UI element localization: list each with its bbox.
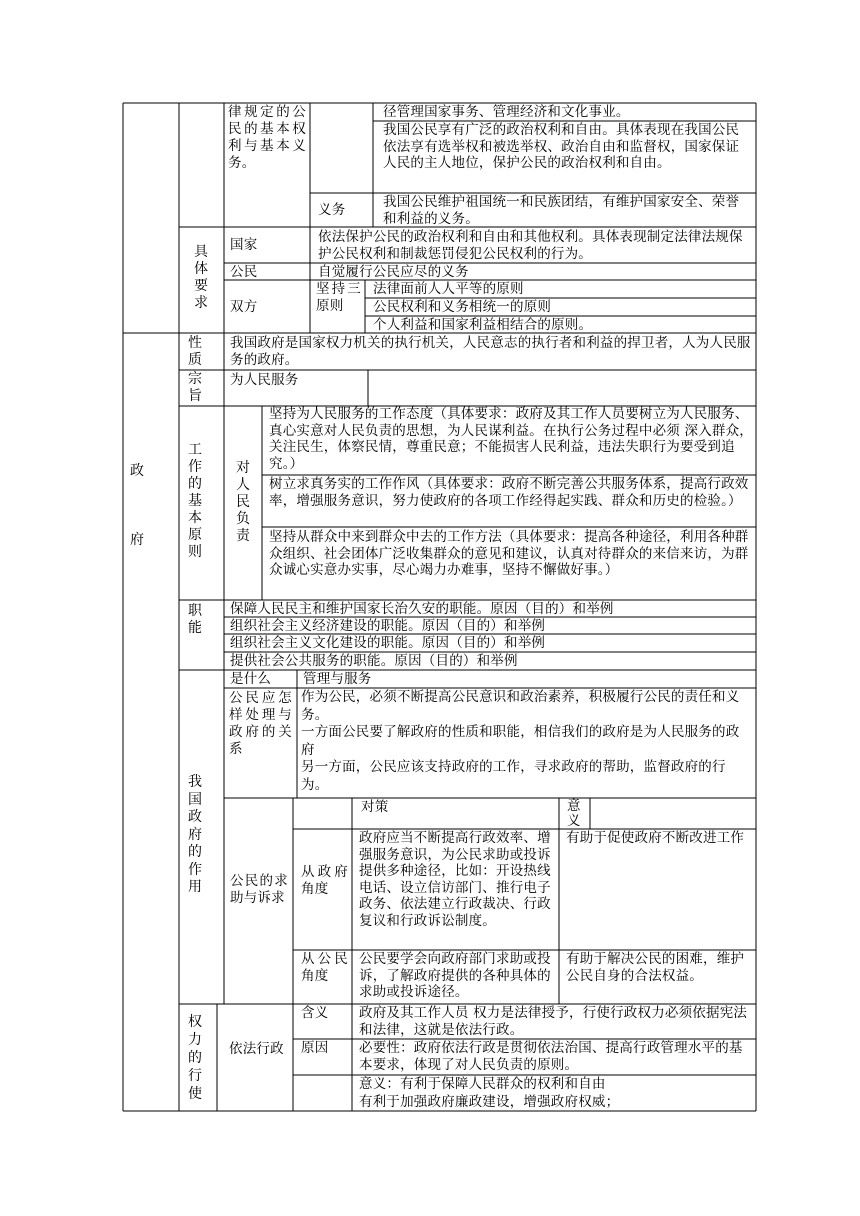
principle-1: 法律面前人人平等的原则 bbox=[373, 281, 524, 297]
significance-1: 意义：有利于保障人民群众的权利和自由 bbox=[359, 1076, 606, 1092]
gov-meaning-text: 有助于促使政府不断改进工作 bbox=[566, 830, 745, 846]
what-text: 管理与服务 bbox=[303, 671, 372, 687]
citizen-text: 自觉履行公民应尽的义务 bbox=[318, 264, 469, 280]
reason-label: 原因 bbox=[301, 1040, 329, 1056]
work-principle-2: 树立求真务实的工作作风（具体要求：政府不断完善公共服务体系，提高行政效率，增强服务意识，努力使政府的各项工作经得起实践、群众和历史的检验。） bbox=[269, 476, 749, 509]
handle-relation-label: 公民应怎样处理与政府的关系 bbox=[229, 690, 292, 757]
principle-2: 公民权利和义务相统一的原则 bbox=[373, 299, 552, 315]
rights-cont-text: 径管理国家事务、管理经济和文化事业。 bbox=[383, 104, 630, 120]
political-rights-text: 我国公民享有广泛的政治权利和自由。具体表现在我国公民依法享有选举权和被选举权、政治自由和监督权，国家保证人民的主人地位，保护公民的政治权利和自由。 bbox=[383, 122, 740, 171]
cit-meaning-text: 有助于解决公民的困难，维护公民自身的合法权益。 bbox=[566, 951, 745, 984]
responsible-label: 对人民负责 bbox=[236, 460, 250, 544]
citizen-angle-label: 从公民角度 bbox=[301, 951, 348, 984]
handle-relation-text: 作为公民，必须不断提高公民意识和政治素养，积极履行公民的责任和义务。 一方面公民要了解政府的性质和职能，相信我们的政府是为人民服务的政府 另一方面，公民应该支持政府的工作，寻求政府的帮助，监督政府的行为。 bbox=[301, 689, 740, 793]
state-label: 国家 bbox=[230, 237, 258, 253]
what-label: 是什么 bbox=[230, 671, 272, 687]
lawful-admin-label: 依法行政 bbox=[229, 1041, 284, 1057]
government-label-1: 政 bbox=[130, 463, 145, 479]
requirements-label: 具体要求 bbox=[194, 244, 208, 311]
power-exercise-label: 权力的行使 bbox=[188, 1014, 202, 1102]
gov-angle-label: 从政府角度 bbox=[301, 864, 348, 897]
purpose-label: 宗旨 bbox=[188, 371, 202, 404]
principles-label: 工作的基本原则 bbox=[188, 442, 202, 560]
duty-label: 义务 bbox=[318, 202, 346, 218]
function-2: 组织社会主义经济建设的职能。原因（目的）和举例 bbox=[230, 618, 546, 634]
col-measure-header: 对策 bbox=[361, 799, 389, 815]
nature-text: 我国政府是国家权力机关的执行机关，人民意志的执行者和利益的捍卫者，人为人民服务的政府。 bbox=[230, 335, 751, 368]
government-label-2: 府 bbox=[130, 532, 145, 548]
definition-label: 含义 bbox=[301, 1005, 329, 1021]
gov-measure-text: 政府应当不断提高行政效率、增强服务意识，为公民求助或投诉提供多种途径，比如：开设热线电话、设立信访部门、推行电子政务、依法建立行政裁决、行政复议和行政诉讼制度。 bbox=[359, 830, 551, 929]
function-1: 保障人民民主和维护国家长治久安的职能。原因（目的）和举例 bbox=[230, 601, 614, 617]
both-label: 双方 bbox=[230, 299, 258, 315]
nature-label: 性质 bbox=[188, 335, 202, 368]
definition-text: 政府及其工作人员 权力是法律授予，行使行政权力必须依据宪法和法律，这就是依法行政。 bbox=[359, 1005, 748, 1038]
role-label: 我国政府的作用 bbox=[188, 774, 202, 895]
principle-3: 个人利益和国家利益相结合的原则。 bbox=[373, 317, 593, 333]
purpose-text: 为人民服务 bbox=[230, 372, 299, 388]
cit-measure-text: 公民要学会向政府部门求助或投诉，了解政府提供的各种具体的求助或投诉途径。 bbox=[359, 951, 551, 1000]
significance-2: 有利于加强政府廉政建设，增强政府权威； bbox=[359, 1094, 620, 1110]
reason-text: 必要性：政府依法行政是贯彻依法治国、提高行政管理水平的基本要求，体现了对人民负责的原则。 bbox=[359, 1040, 743, 1073]
functions-label: 职能 bbox=[188, 603, 202, 636]
col-meaning-header: 意义 bbox=[567, 798, 581, 829]
work-principle-1: 坚持为人民服务的工作态度（具体要求：政府及其工作人员要树立为人民服务、真心实意对人民负责的思想，为人民谋利益。在执行公务过程中必须 深入群众，关注民生，体察民情，尊重民意；不能损害人民利益，违法失职行为要受到追究。） bbox=[269, 406, 753, 472]
duty-text: 我国公民维护祖国统一和民族团结，有维护国家安全、荣誉和利益的义务。 bbox=[383, 194, 740, 227]
citizen-label: 公民 bbox=[230, 264, 258, 280]
state-text: 依法保护公民的政治权利和自由和其他权利。具体表现制定法律法规保护公民权利和制裁惩罚侵犯公民权利的行为。 bbox=[318, 229, 743, 262]
seek-help-label: 公民的求助与诉求 bbox=[230, 873, 288, 906]
three-principles-label: 坚持三原则 bbox=[316, 281, 361, 314]
function-4: 提供社会公共服务的职能。原因（目的）和举例 bbox=[230, 653, 518, 669]
rights-duties-label: 律规定的公民的基本权利与基本义务。 bbox=[228, 104, 306, 171]
work-principle-3: 坚持从群众中来到群众中去的工作方法（具体要求：提高各种途径，利用各种群众组织、社会团体广泛收集群众的意见和建议，认真对待群众的来信来访，为群众诚心实意办实事，尽心竭力办难事，坚持不懈做好事。） bbox=[269, 529, 749, 578]
function-3: 组织社会主义文化建设的职能。原因（目的）和举例 bbox=[230, 635, 546, 651]
